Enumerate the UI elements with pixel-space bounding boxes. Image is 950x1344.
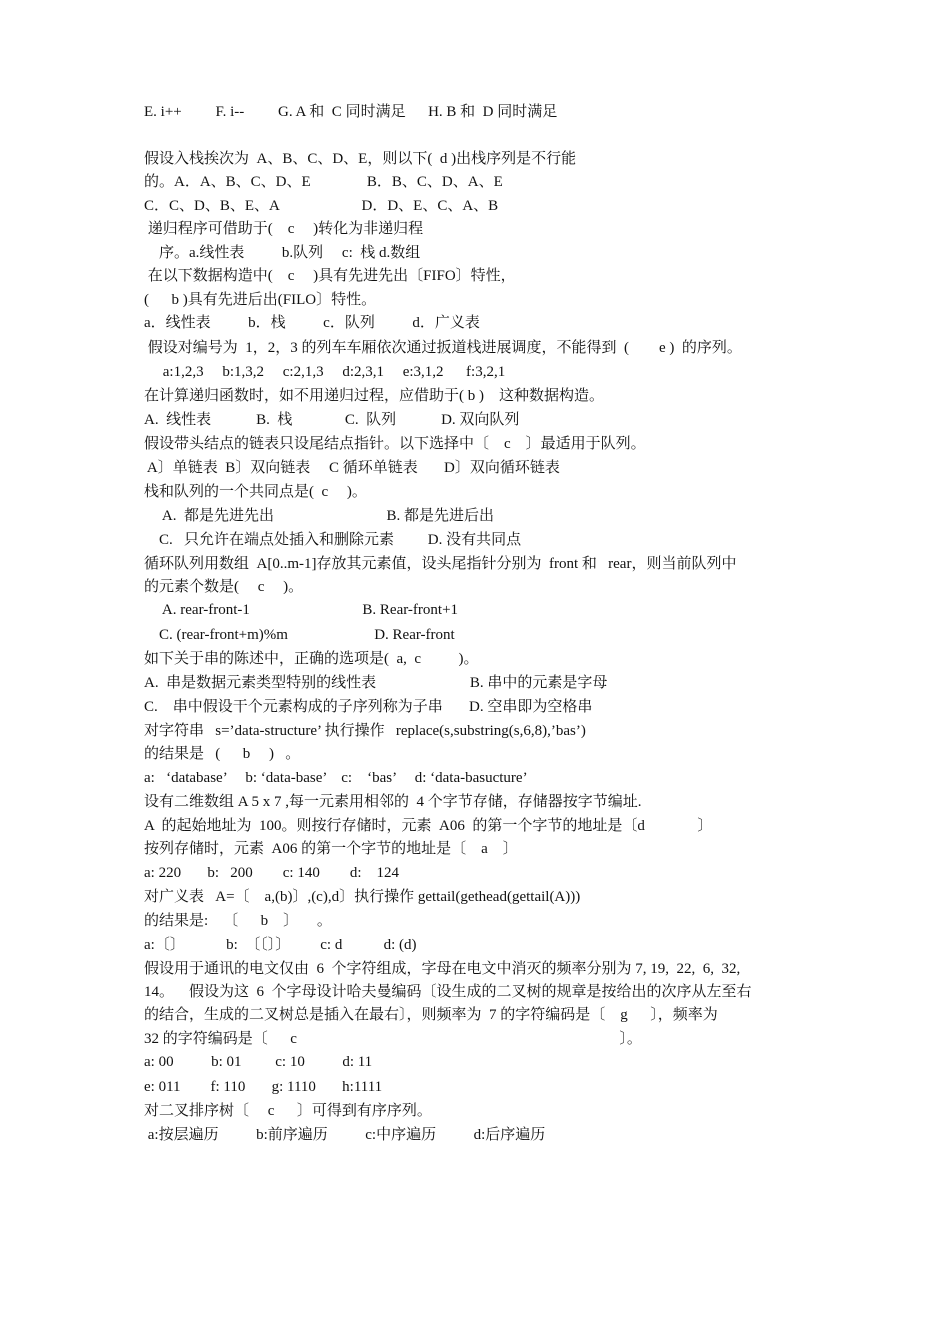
text-line-39: 32 的字符编码是〔 c 〕。	[144, 1031, 642, 1047]
text-line-32: a: 220 b: 200 c: 140 d: 124	[144, 865, 399, 881]
text-line-26: 对字符串 s=’data-structure’ 执行操作 replace(s,substring(s,6,8),’bas’)	[144, 723, 586, 739]
text-line-18: C. 只允许在端点处插入和删除元素 D. 没有共同点	[144, 532, 522, 548]
text-line-9: a．线性表 b．栈 c．队列 d．广义表	[144, 315, 480, 331]
text-line-31: 按列存储时，元素 A06 的第一个字节的地址是〔 a 〕	[144, 841, 518, 857]
text-line-10: 假设对编号为 1，2，3 的列车车厢依次通过扳道栈进展调度，不能得到 ( e ) 的序列。	[144, 340, 742, 356]
text-line-41: e: 011 f: 110 g: 1110 h:1111	[144, 1079, 383, 1095]
text-line-1: E. i++ F. i-- G. A 和 C 同时满足 H. B 和 D 同时满足	[144, 104, 558, 120]
text-line-43: a:按层遍历 b:前序遍历 c:中序遍历 d:后序遍历	[144, 1127, 546, 1143]
text-line-28: a: ‘database’ b: ‘data-base’ c: ‘bas’ d: ‘data-basucture’	[144, 770, 528, 786]
text-line-20: 的元素个数是( c )。	[144, 579, 304, 595]
text-line-2: 假设入栈挨次为 A、B、C、D、E，则以下( d )出栈序列是不行能	[144, 151, 577, 167]
text-line-11: a:1,2,3 b:1,3,2 c:2,1,3 d:2,3,1 e:3,1,2 f:3,2,1	[144, 364, 506, 380]
text-line-14: 假设带头结点的链表只设尾结点指针。以下选择中〔 c 〕最适用于队列。	[144, 436, 646, 452]
text-line-36: 假设用于通讯的电文仅由 6 个字符组成，字母在电文中消灭的频率分别为 7, 19, 22, 6, 32,	[144, 961, 741, 977]
text-line-15: A〕单链表 B〕双向链表 C 循环单链表 D〕双向循环链表	[144, 460, 560, 476]
text-line-27: 的结果是 ( b ) 。	[144, 746, 301, 762]
text-line-16: 栈和队列的一个共同点是( c )。	[144, 484, 367, 500]
text-line-21: A. rear-front-1 B. Rear-front+1	[144, 602, 459, 618]
text-line-35: a:〔〕 b: 〔〔〕〕 c: d d: (d)	[144, 937, 417, 953]
text-line-40: a: 00 b: 01 c: 10 d: 11	[144, 1054, 373, 1070]
text-line-33: 对广义表 A=〔 a,(b)〕,(c),d〕执行操作 gettail(gethead(gettail(A)))	[144, 889, 581, 905]
text-line-17: A. 都是先进先出 B. 都是先进后出	[144, 508, 495, 524]
text-line-29: 设有二维数组 A 5 x 7 ,每一元素用相邻的 4 个字节存储，存储器按字节编址.	[144, 794, 642, 810]
text-line-22: C. (rear-front+m)%m D. Rear-front	[144, 627, 455, 643]
text-line-24: A. 串是数据元素类型特别的线性表 B. 串中的元素是字母	[144, 675, 608, 691]
text-line-34: 的结果是: 〔 b 〕 。	[144, 913, 332, 929]
text-line-38: 的结合，生成的二叉树总是插入在最右〕，则频率为 7 的字符编码是〔 g 〕，频率为	[144, 1007, 718, 1023]
text-line-3: 的。A．A、B、C、D、E B．B、C、D、A、E	[144, 174, 503, 190]
text-line-30: A 的起始地址为 100。则按行存储时，元素 A06 的第一个字节的地址是〔d 〕	[144, 818, 713, 834]
text-line-4: C．C、D、B、E、A D．D、E、C、A、B	[144, 198, 499, 214]
text-line-7: 在以下数据构造中( c )具有先进先出〔FIFO〕特性，	[144, 268, 516, 284]
text-line-8: ( b )具有先进后出(FILO〕特性。	[144, 292, 377, 308]
text-line-5: 递归程序可借助于( c )转化为非递归程	[144, 221, 424, 237]
text-line-13: A. 线性表 B. 栈 C. 队列 D. 双向队列	[144, 412, 520, 428]
text-line-23: 如下关于串的陈述中，正确的选项是( a, c )。	[144, 651, 479, 667]
text-line-37: 14。 假设为这 6 个字母设计哈夫曼编码〔设生成的二叉树的规章是按给出的次序从左至右	[144, 984, 752, 1000]
text-line-6: 序。a.线性表 b.队列 c: 栈 d.数组	[144, 245, 421, 261]
text-line-42: 对二叉排序树〔 c 〕可得到有序序列。	[144, 1103, 432, 1119]
text-line-12: 在计算递归函数时，如不用递归过程，应借助于( b ) 这种数据构造。	[144, 388, 604, 404]
text-line-19: 循环队列用数组 A[0..m-1]存放其元素值，设头尾指针分别为 front 和 rear，则当前队列中	[144, 556, 737, 572]
text-line-25: C. 串中假设干个元素构成的子序列称为子串 D. 空串即为空格串	[144, 699, 593, 715]
